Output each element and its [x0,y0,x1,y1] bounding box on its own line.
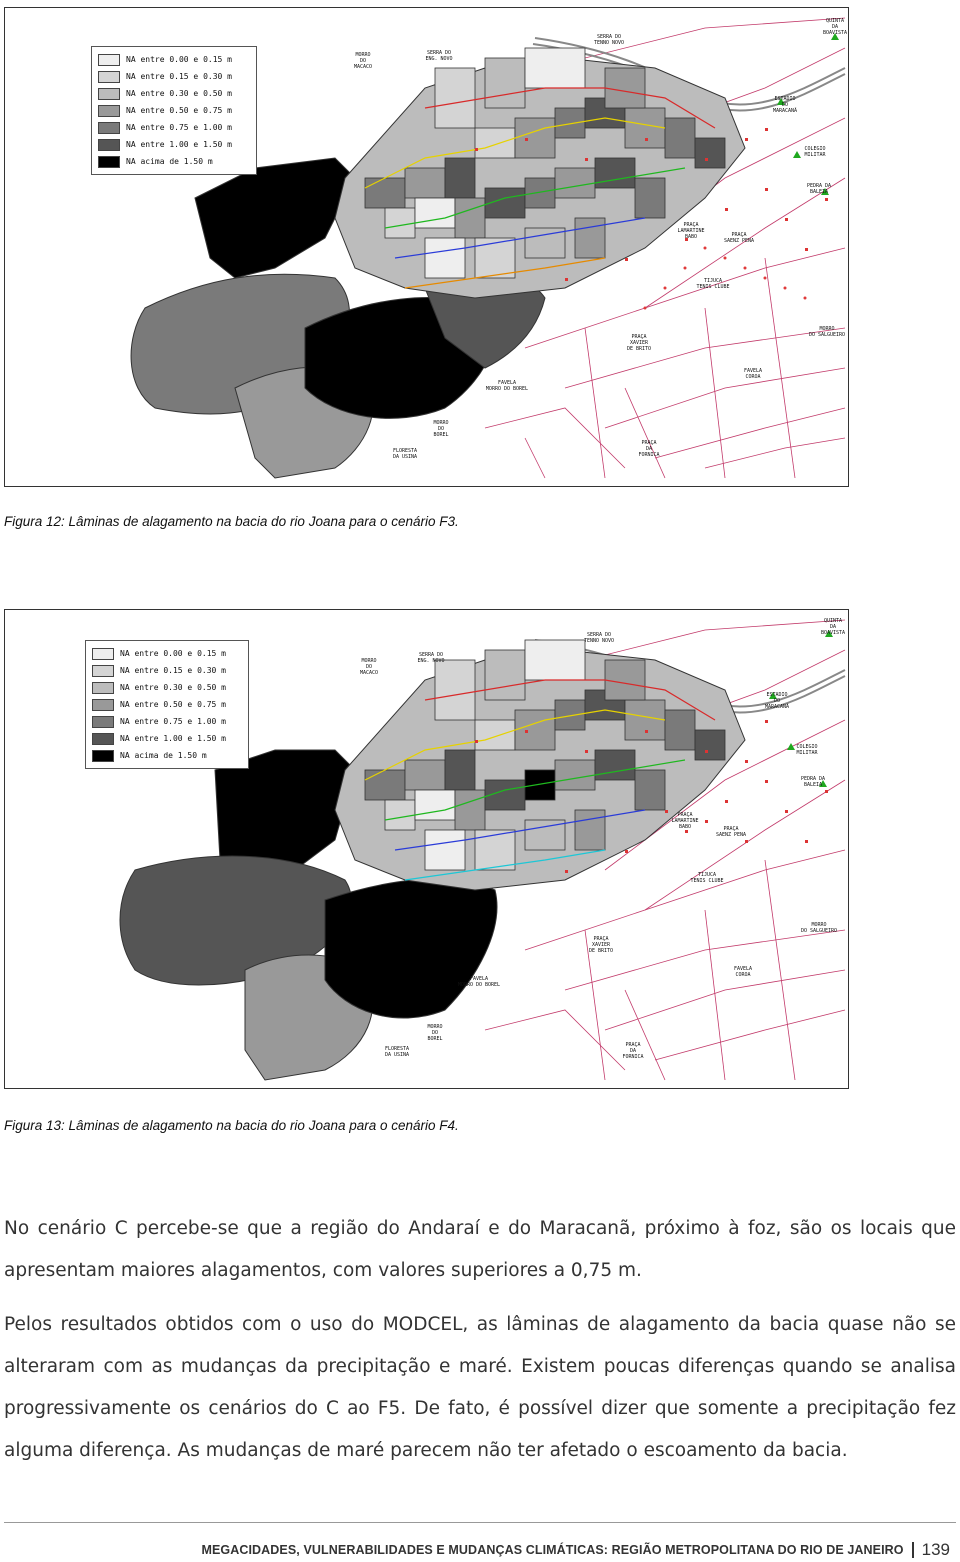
legend-label: NA entre 1.00 e 1.50 m [120,734,226,743]
legend-row [92,679,242,696]
legend-swatch [98,122,120,134]
legend-label: NA entre 0.50 e 0.75 m [126,106,232,115]
legend-row [92,713,242,730]
label-serra-tenno-novo: SERRA DO TENNO NOVO [583,632,615,644]
label-praca-lamartine: PRAÇA LAMARTINE BABO [671,812,699,830]
legend-row [92,645,242,662]
label-favela-borel: FAVELA MORRO DO BOREL [485,380,529,392]
label-praca-fornica: PRAÇA DA FORNICA [622,1042,644,1060]
legend-label: NA entre 1.00 e 1.50 m [126,140,232,149]
label-pedra-baleia: PEDRA DA BALEIA [800,776,826,788]
legend-row [98,153,250,170]
legend-row [98,85,250,102]
legend-label: NA entre 0.00 e 0.15 m [126,55,232,64]
legend-row [92,747,242,764]
label-morro-macaco: MORRO DO MACACO [359,658,379,676]
label-praca-lamartine: PRAÇA LAMARTINE BABO [677,222,705,240]
label-quinta-boavista: QUINTA DA BOAVISTA [822,18,848,36]
zone-black-south [325,879,497,1018]
label-favela-coroa: FAVELA COROA [733,966,753,978]
legend-swatch [92,699,114,711]
legend-row [98,68,250,85]
legend-label: NA entre 0.75 e 1.00 m [120,717,226,726]
label-morro-salgueiro: MORRO DO SALGUEIRO [800,922,838,934]
footer-separator [912,1542,914,1558]
legend-swatch [92,665,114,677]
legend-row [98,51,250,68]
figure-12-map [4,7,849,487]
legend-label: NA entre 0.00 e 0.15 m [120,649,226,658]
label-estadio-maracana: ESTADIO DO MARACANÃ [772,96,798,114]
figure-13-caption: Figura 13: Lâminas de alagamento na bacia do rio Joana para o cenário F4. [4,1118,459,1133]
label-morro-borel: MORRO DO BOREL [427,1024,443,1042]
legend-label: NA entre 0.15 e 0.30 m [126,72,232,81]
flood-depth-legend [85,640,249,769]
legend-swatch [92,682,114,694]
label-tijuca-tenis: TIJUCA TENIS CLUBE [696,278,730,290]
legend-swatch [92,733,114,745]
flood-depth-legend [91,46,257,175]
paragraph-modcel-results: Pelos resultados obtidos com o uso do MODCEL, as lâminas de alagamento da bacia quase não se alteraram com as mudanças da precipitação e maré. Existem poucas diferenças quando se analisa progressivamente os cenários do C ao F5. De fato, é possível dizer que somente a precipitação fez alguma diferença. As mudanças de maré parecem não ter afetado o escoamento da bacia. [4,1314,956,1461]
label-praca-xavier: PRAÇA XAVIER DE BRITO [626,334,652,352]
label-praca-xavier: PRAÇA XAVIER DE BRITO [588,936,614,954]
legend-swatch [98,139,120,151]
label-favela-coroa: FAVELA COROA [743,368,763,380]
footer-divider [4,1522,956,1523]
legend-swatch [92,648,114,660]
legend-label: NA entre 0.75 e 1.00 m [126,123,232,132]
figure-12-caption: Figura 12: Lâminas de alagamento na bacia do rio Joana para o cenário F3. [4,514,459,529]
label-quinta-boavista: QUINTA DA BOAVISTA [820,618,846,636]
legend-row [92,730,242,747]
label-pedra-baleia: PEDRA DA BALEIA [806,183,832,195]
legend-label: NA entre 0.30 e 0.50 m [126,89,232,98]
legend-label: NA entre 0.50 e 0.75 m [120,700,226,709]
footer-title: MEGACIDADES, VULNERABILIDADES E MUDANÇAS CLIMÁTICAS: REGIÃO METROPOLITANA DO RIO DE JANEIRO [201,1543,904,1557]
label-estadio-maracana: ESTADIO DO MARACANÃ [764,692,790,710]
figure-13-map [4,609,849,1089]
legend-swatch [98,71,120,83]
legend-swatch [98,88,120,100]
legend-swatch [98,156,120,168]
legend-label: NA entre 0.15 e 0.30 m [120,666,226,675]
label-morro-macaco: MORRO DO MACACO [353,52,373,70]
label-praca-saenz-pena: PRAÇA SAENZ PENA [715,826,747,838]
label-tijuca-tenis: TIJUCA TENIS CLUBE [690,872,724,884]
zone-black-west [195,158,355,278]
legend-row [98,119,250,136]
legend-swatch [98,105,120,117]
legend-swatch [92,716,114,728]
legend-swatch [92,750,114,762]
label-floresta-usina: FLORESTA DA USINA [392,448,418,460]
green-markers [777,33,839,195]
legend-swatch [98,54,120,66]
label-serra-eng-novo: SERRA DO ENG. NOVO [417,652,445,664]
legend-label: NA acima de 1.50 m [120,751,207,760]
page-number: 139 [921,1540,950,1559]
label-praca-saenz-pena: PRAÇA SAENZ PENA [723,232,755,244]
legend-row [92,662,242,679]
legend-row [92,696,242,713]
page-footer [201,1540,950,1560]
legend-label: NA entre 0.30 e 0.50 m [120,683,226,692]
label-serra-eng-novo: SERRA DO ENG. NOVO [425,50,453,62]
label-serra-tenno-novo: SERRA DO TENNO NOVO [593,34,625,46]
legend-label: NA acima de 1.50 m [126,157,213,166]
label-floresta-usina: FLORESTA DA USINA [384,1046,410,1058]
label-morro-borel: MORRO DO BOREL [433,420,449,438]
legend-row [98,102,250,119]
legend-row [98,136,250,153]
label-morro-salgueiro: MORRO DO SALGUEIRO [808,326,846,338]
label-favela-borel: FAVELA MORRO DO BOREL [457,976,501,988]
label-colegio-militar: COLEGIO MILITAR [804,146,826,158]
paragraph-cenario-c: No cenário C percebe-se que a região do Andaraí e do Maracanã, próximo à foz, são os locais que apresentam maiores alagamentos, com valores superiores a 0,75 m. [4,1218,956,1281]
label-colegio-militar: COLEGIO MILITAR [796,744,818,756]
label-praca-fornica: PRAÇA DA FORNICA [638,440,660,458]
